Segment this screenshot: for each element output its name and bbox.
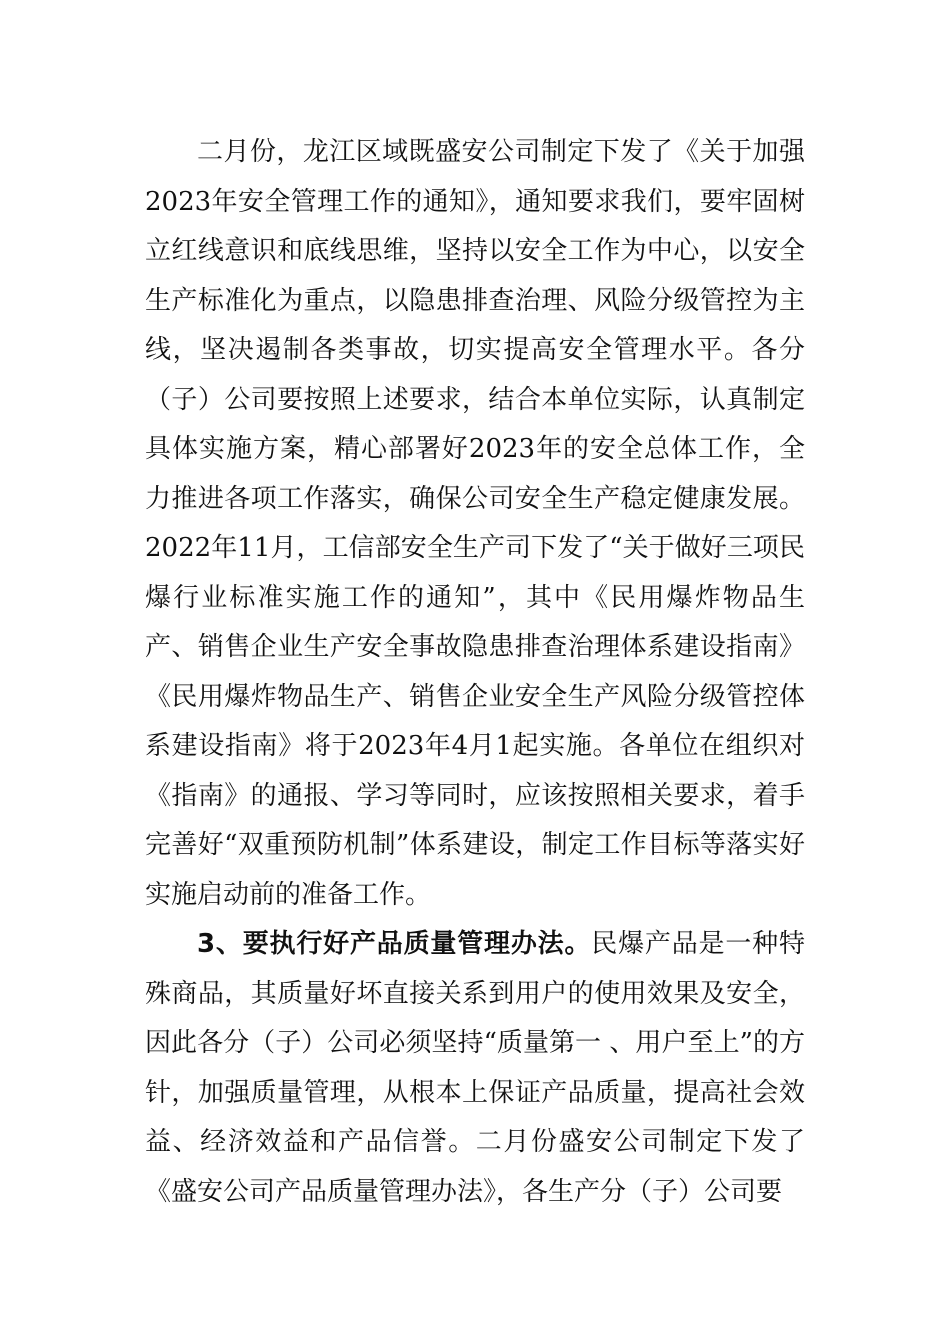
- document-body: [145, 128, 805, 1217]
- paragraph-2-heading: 3、要执行好产品质量管理办法。: [197, 929, 592, 959]
- paragraph-2-text: 民爆产品是一种特殊商品，其质量好坏直接关系到用户的使用效果及安全，因此各分（子）公司必须坚持“质量第一 、用户至上”的方针，加强质量管理，从根本上保证产品质量，提高社会效益、经济效益和产品信誉。二月份盛安公司制定下发了《盛安公司产品质量管理办法》，各生产分（子）公司要: [145, 929, 805, 1207]
- paragraph-1-text: 二月份，龙江区域既盛安公司制定下发了《关于加强2023年安全管理工作的通知》，通知要求我们，要牢固树立红线意识和底线思维，坚持以安全工作为中心，以安全生产标准化为重点，以隐患排查治理、风险分级管控为主线，坚决遏制各类事故，切实提高安全管理水平。各分（子）公司要按照上述要求，结合本单位实际，认真制定具体实施方案，精心部署好2023年的安全总体工作，全力推进各项工作落实，确保公司安全生产稳定健康发展。2022年11月，工信部安全生产司下发了“关于做好三项民爆行业标准实施工作的通知”，其中《民用爆炸物品生产、销售企业生产安全事故隐患排查治理体系建设指南》《民用爆炸物品生产、销售企业安全生产风险分级管控体系建设指南》将于2023年4月1起实施。各单位在组织对《指南》的通报、学习等同时，应该按照相关要求，着手完善好“双重预防机制”体系建设，制定工作目标等落实好实施启动前的准备工作。: [145, 137, 805, 910]
- paragraph-quality-management: [145, 920, 805, 1217]
- paragraph-safety-management: [145, 128, 805, 920]
